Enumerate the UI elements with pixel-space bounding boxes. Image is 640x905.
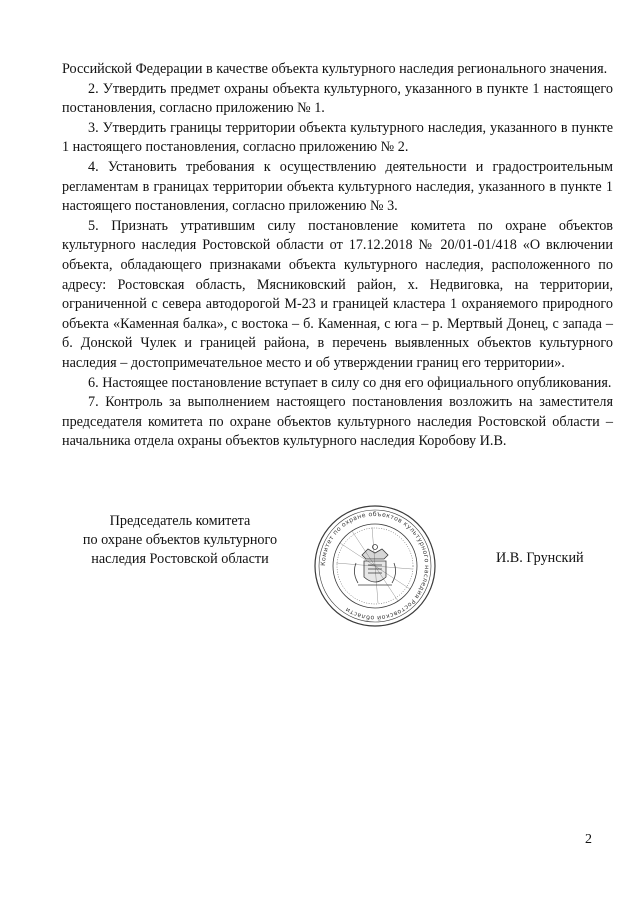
position-line-2: по охране объектов культурного	[82, 532, 278, 548]
paragraph-3: 3. Утвердить границы территории объекта культурного наследия, указанного в пункте 1 настоящего постановления, согласно приложению № 2.	[62, 119, 613, 156]
signatory-position	[80, 512, 280, 569]
paragraph-7: 7. Контроль за выполнением настоящего постановления возложить на заместителя председателя комитета по охране объектов культурного наследия Ростовской области – начальника отдела охраны объектов культурного наследия Коробову И.В.	[62, 394, 613, 450]
paragraph-1-continuation: Российской Федерации в качестве объекта культурного наследия регионального значения.	[62, 61, 608, 77]
position-line-3: наследия Ростовской области	[91, 551, 269, 567]
paragraph-4: 4. Установить требования к осуществлению деятельности и градостроительным регламентам в границах территории объекта культурного наследия, указанного в пункте 1 настоящего постановления, согласно приложению № 3.	[62, 158, 613, 215]
signatory-name: И.В. Грунский	[496, 550, 584, 566]
paragraph-6: 6. Настоящее постановление вступает в силу со дня его официального опубликования.	[88, 374, 612, 391]
paragraph-2: 2. Утвердить предмет охраны объекта культурного, указанного в пункте 1 настоящего постановления, согласно приложению № 1.	[62, 80, 613, 117]
seal-ring-text: Комитет по охране объектов культурного наследия Ростовской области	[319, 510, 431, 622]
official-seal	[312, 503, 438, 629]
page-number: 2	[585, 832, 592, 847]
position-line-1: Председатель комитета	[109, 513, 251, 529]
document-body	[62, 60, 613, 452]
paragraph-5: 5. Признать утратившим силу постановление комитета по охране объектов культурного наследия Ростовской области от 17.12.2018 № 20/01-01/418 «О включении объекта, обладающего признаками объекта культурного наследия, расположенного по адресу: Ростовская область, Мясниковский район, х. Недвиговка, на территории, ограниченной с севера автодорогой М-23 и границей кластера 1 охраняемого природного объекта «Каменная балка», с востока – б. Каменная, с юга – р. Мертвый Донец, с запада – б. Донской Чулек и границей района, в перечень выявленных объектов культурного наследия – достопримечательное место и об утверждении границ его территории».	[62, 217, 613, 371]
